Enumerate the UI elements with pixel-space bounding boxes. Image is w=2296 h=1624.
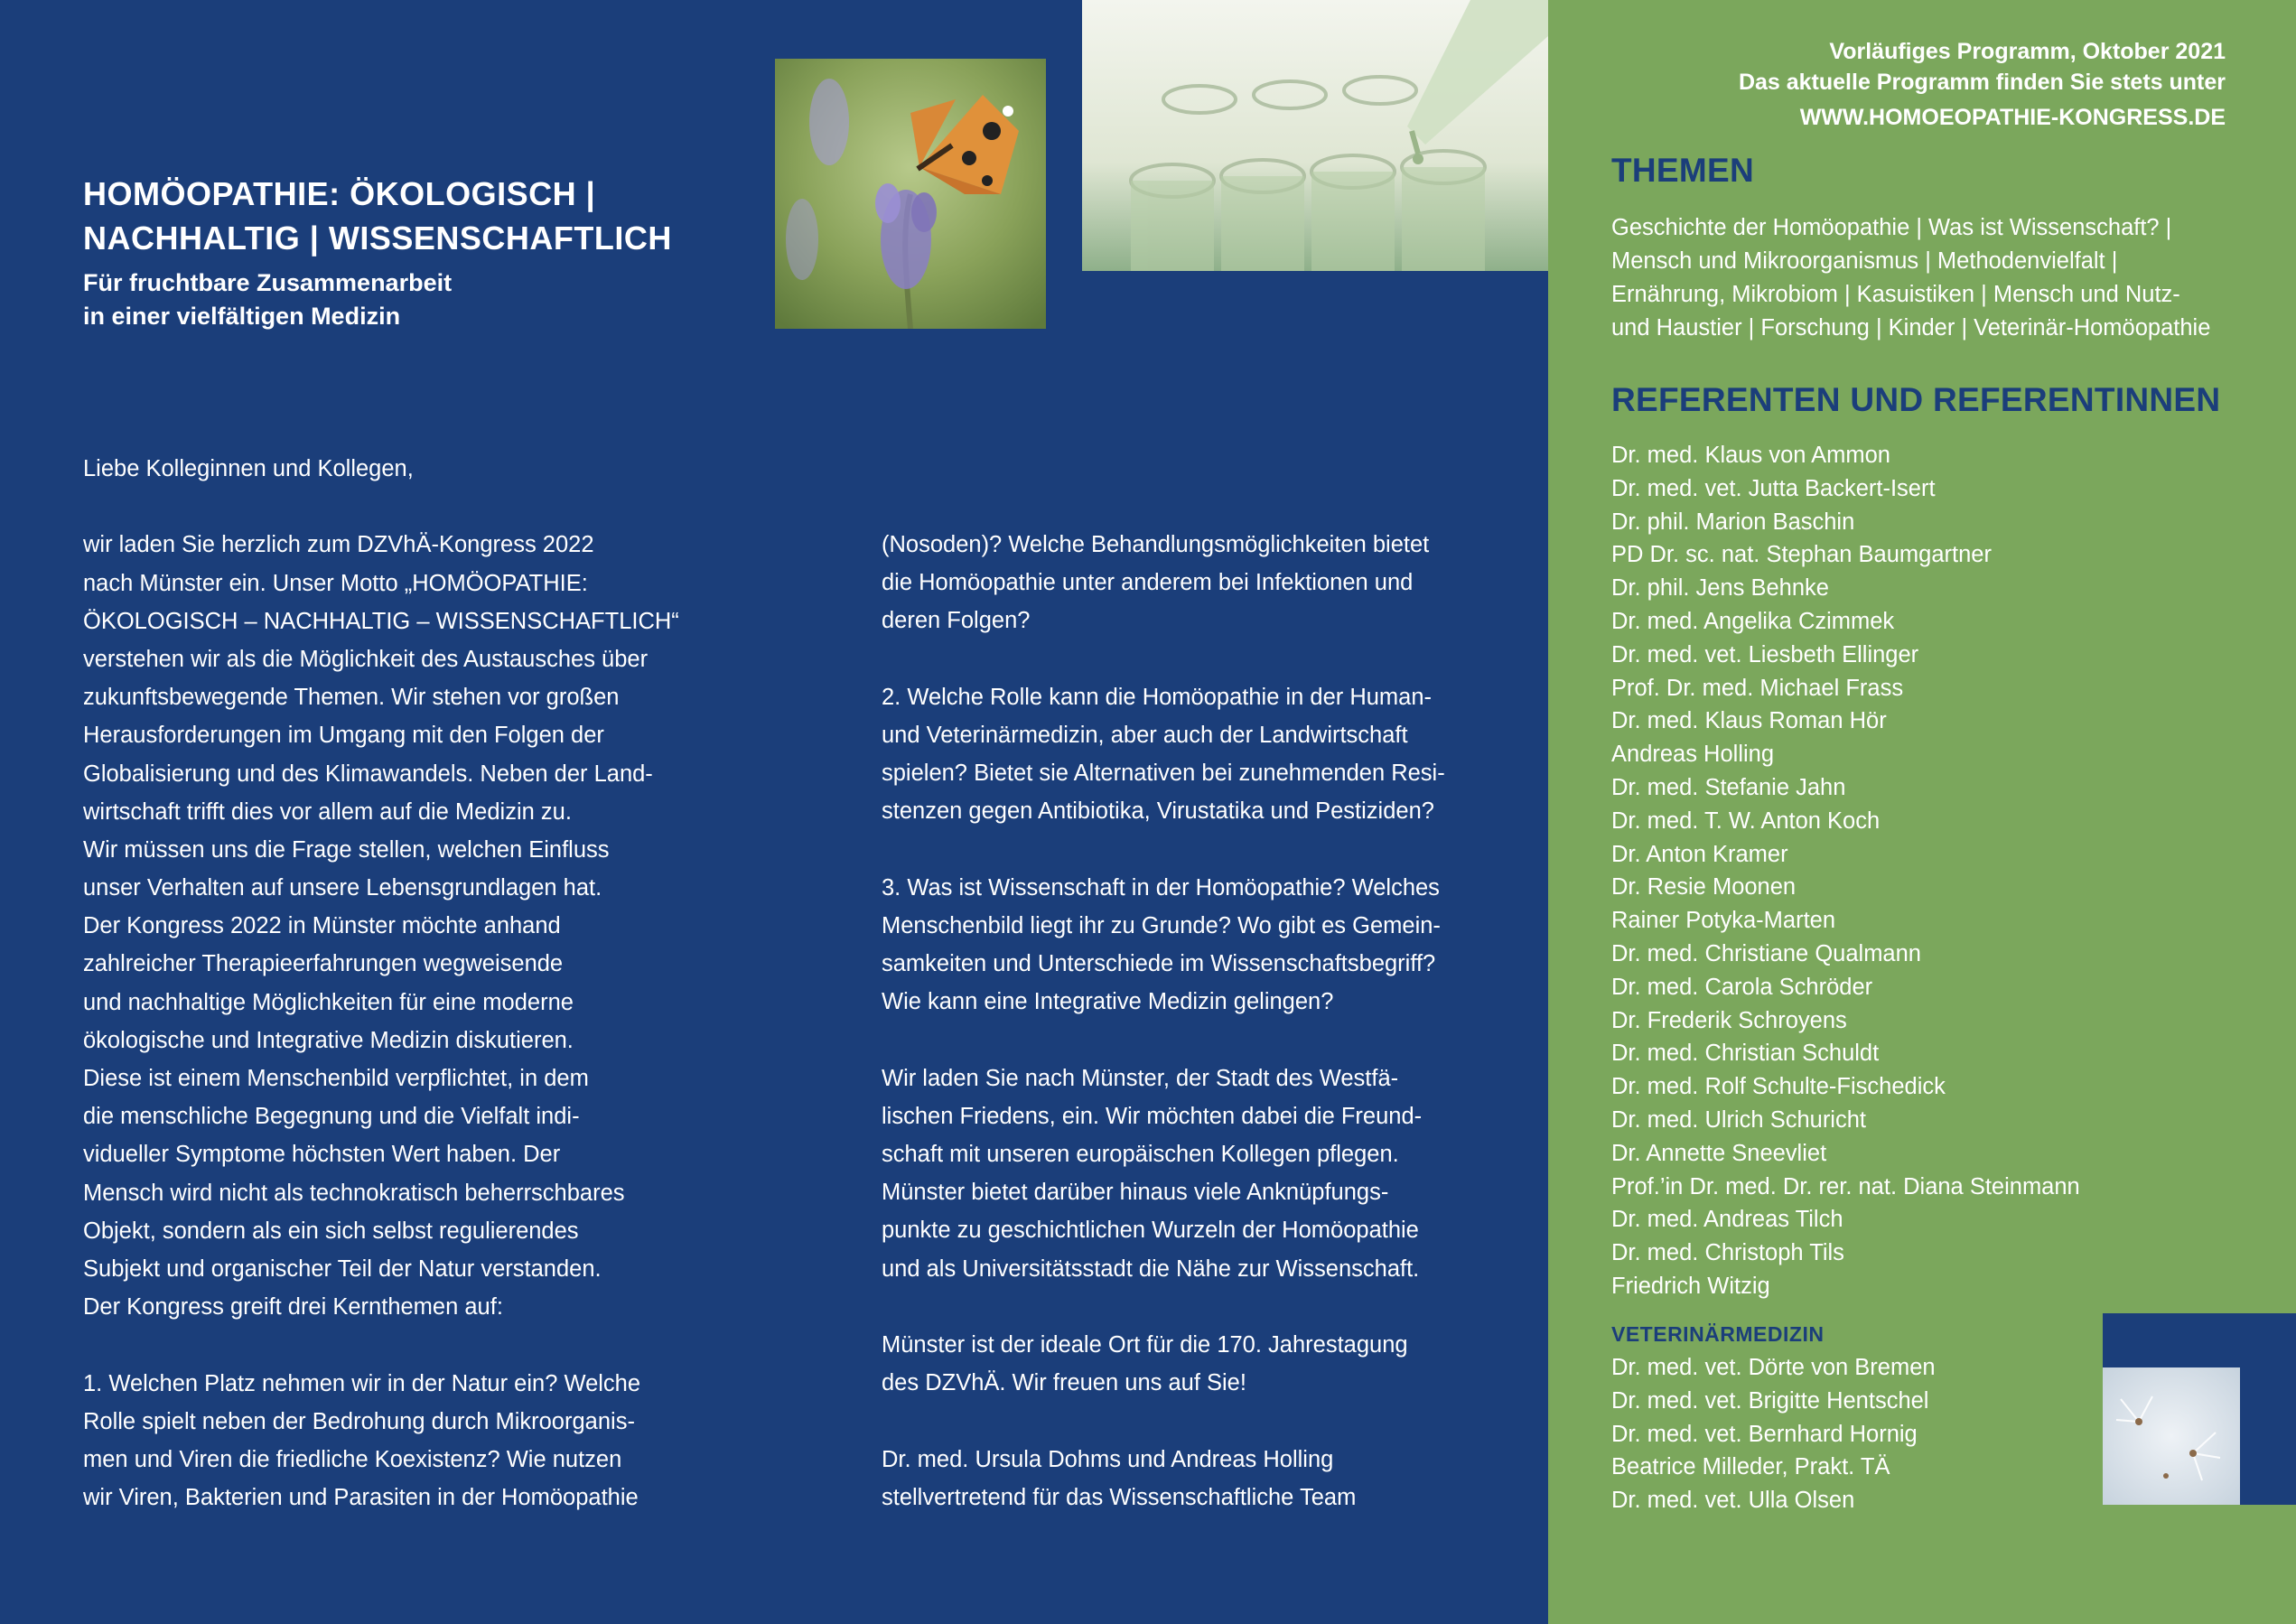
speaker-name: PD Dr. sc. nat. Stephan Baumgartner xyxy=(1611,542,1992,568)
letter-line: die menschliche Begegnung und die Vielfalt indi- xyxy=(83,1104,580,1130)
speaker-name: Dr. med. Christiane Qualmann xyxy=(1611,940,1921,966)
test-tubes-photo xyxy=(1082,0,1548,271)
themen-list xyxy=(1611,211,2210,345)
letter-line xyxy=(882,640,1445,678)
letter-line: Wie kann eine Integrative Medizin gelingen? xyxy=(882,989,1334,1015)
letter-line: des DZVhÄ. Wir freuen uns auf Sie! xyxy=(882,1370,1246,1396)
title-line: HOMÖOPATHIE: ÖKOLOGISCH | xyxy=(83,175,596,212)
butterfly-photo xyxy=(775,59,1046,329)
letter-line: lischen Friedens, ein. Wir möchten dabei die Freund- xyxy=(882,1103,1423,1129)
themen-line: und Haustier | Forschung | Kinder | Veterinär-Homöopathie xyxy=(1611,315,2211,341)
letter-line: wir Viren, Bakterien und Parasiten in der Homöopathie xyxy=(83,1485,639,1511)
subtitle-line: in einer vielfältigen Medizin xyxy=(83,303,401,330)
letter-line: schaft mit unseren europäischen Kollegen pflegen. xyxy=(882,1142,1399,1167)
themen-line: Geschichte der Homöopathie | Was ist Wissenschaft? | xyxy=(1611,215,2172,240)
letter-line: Diese ist einem Menschenbild verpflichtet, in dem xyxy=(83,1066,589,1091)
letter-line: Liebe Kolleginnen und Kollegen, xyxy=(83,456,414,481)
letter-line: 2. Welche Rolle kann die Homöopathie in der Human- xyxy=(882,684,1433,710)
speaker-name: Dr. phil. Jens Behnke xyxy=(1611,575,1829,602)
letter-line: Mensch wird nicht als technokratisch beherrschbares xyxy=(83,1180,625,1206)
letter-line: Der Kongress greift drei Kernthemen auf: xyxy=(83,1294,503,1321)
letter-line: vidueller Symptome höchsten Wert haben. Der xyxy=(83,1142,561,1168)
speaker-name: Dr. med. vet. Dörte von Bremen xyxy=(1611,1355,1936,1380)
speaker-name: Dr. Resie Moonen xyxy=(1611,874,1797,901)
letter-line: zukunftsbewegende Themen. Wir stehen vor großen xyxy=(83,685,620,711)
letter-line: (Nosoden)? Welche Behandlungsmöglichkeiten bietet xyxy=(882,532,1430,557)
letter-line xyxy=(882,1402,1445,1440)
letter-line: zahlreicher Therapieerfahrungen wegweisende xyxy=(83,951,564,977)
document-title xyxy=(83,172,715,260)
letter-line: nach Münster ein. Unser Motto „HOMÖOPATHIE: xyxy=(83,570,588,596)
letter-line: Subjekt und organischer Teil der Natur verstanden. xyxy=(83,1255,602,1282)
letter-line: deren Folgen? xyxy=(882,608,1031,634)
letter-line: Herausforderungen im Umgang mit den Folgen der xyxy=(83,723,604,749)
speaker-name: Dr. Anton Kramer xyxy=(1611,841,1788,867)
letter-column-2 xyxy=(882,526,1445,1517)
speaker-name: Dr. med. Stefanie Jahn xyxy=(1611,774,1846,800)
speaker-name: Dr. med. vet. Bernhard Hornig xyxy=(1611,1421,1918,1447)
speaker-name: Dr. med. vet. Brigitte Hentschel xyxy=(1611,1387,1929,1414)
speaker-name: Dr. med. vet. Liesbeth Ellinger xyxy=(1611,641,1919,667)
letter-column-1 xyxy=(83,450,679,1517)
speaker-name: Dr. med. Christoph Tils xyxy=(1611,1240,1844,1266)
letter-line xyxy=(882,831,1445,869)
themen-line: Ernährung, Mikrobiom | Kasuistiken | Mensch und Nutz- xyxy=(1611,282,2180,307)
letter-line: stellvertretend für das Wissenschaftliche Team xyxy=(882,1484,1357,1510)
letter-line: Münster bietet darüber hinaus viele Anknüpfungs- xyxy=(882,1180,1389,1206)
letter-line: ÖKOLOGISCH – NACHHALTIG – WISSENSCHAFTLICH“ xyxy=(83,608,679,634)
letter-line: wirtschaft trifft dies vor allem auf die Medizin zu. xyxy=(83,798,572,825)
title-line: NACHHALTIG | WISSENSCHAFTLICH xyxy=(83,219,672,257)
letter-line: Rolle spielt neben der Bedrohung durch Mikroorganis- xyxy=(83,1408,635,1434)
speaker-name: Beatrice Milleder, Prakt. TÄ xyxy=(1611,1454,1890,1480)
speaker-name: Dr. med. Angelika Czimmek xyxy=(1611,608,1895,634)
dandelion-photo xyxy=(2103,1367,2240,1505)
letter-line: men und Viren die friedliche Koexistenz? Wie nutzen xyxy=(83,1446,622,1472)
letter-line: Wir laden Sie nach Münster, der Stadt des Westfä- xyxy=(882,1065,1399,1091)
speaker-name: Andreas Holling xyxy=(1611,742,1775,768)
speaker-name: Dr. med. Christian Schuldt xyxy=(1611,1041,1880,1067)
letter-line: Wir müssen uns die Frage stellen, welchen Einfluss xyxy=(83,836,610,863)
letter-line: und Veterinärmedizin, aber auch der Landwirtschaft xyxy=(882,722,1408,748)
document-subtitle xyxy=(83,266,715,333)
letter-line: stenzen gegen Antibiotika, Virustatika und Pestiziden? xyxy=(882,798,1434,825)
letter-line: 3. Was ist Wissenschaft in der Homöopathie? Welches xyxy=(882,874,1440,901)
speaker-name: Dr. med. Klaus von Ammon xyxy=(1611,443,1890,468)
themen-heading: THEMEN xyxy=(1611,152,1755,189)
speaker-name: Dr. med. Andreas Tilch xyxy=(1611,1207,1843,1233)
speaker-name: Dr. med. vet. Jutta Backert-Isert xyxy=(1611,475,1936,501)
speaker-name: Dr. Frederik Schroyens xyxy=(1611,1007,1847,1033)
letter-line: und nachhaltige Möglichkeiten für eine moderne xyxy=(83,989,574,1015)
letter-line: Dr. med. Ursula Dohms und Andreas Holling xyxy=(882,1446,1334,1472)
speaker-name: Dr. med. Klaus Roman Hör xyxy=(1611,708,1887,734)
speaker-name: Dr. med. Carola Schröder xyxy=(1611,974,1873,1000)
speaker-name: Dr. med. vet. Ulla Olsen xyxy=(1611,1488,1855,1514)
speaker-name: Dr. phil. Marion Baschin xyxy=(1611,509,1855,535)
letter-line: unser Verhalten auf unsere Lebensgrundlagen hat. xyxy=(83,875,602,901)
speaker-name: Prof. Dr. med. Michael Frass xyxy=(1611,675,1904,701)
veterinaer-heading: VETERINÄRMEDIZIN xyxy=(1611,1322,1825,1346)
speaker-name: Rainer Potyka-Marten xyxy=(1611,908,1836,934)
letter-line: Objekt, sondern als ein sich selbst regulierendes xyxy=(83,1218,579,1244)
letter-line: Der Kongress 2022 in Münster möchte anhand xyxy=(83,913,561,939)
letter-line: 1. Welchen Platz nehmen wir in der Natur ein? Welche xyxy=(83,1370,641,1396)
letter-line: Menschenbild liegt ihr zu Grunde? Wo gibt es Gemein- xyxy=(882,912,1441,938)
program-note xyxy=(1739,36,2226,133)
program-note-line: Das aktuelle Programm finden Sie stets unter xyxy=(1738,70,2226,95)
letter-line: die Homöopathie unter anderem bei Infektionen und xyxy=(882,570,1414,596)
letter-line: wir laden Sie herzlich zum DZVhÄ-Kongress 2022 xyxy=(83,532,594,558)
letter-line xyxy=(83,1326,679,1364)
speaker-name: Friedrich Witzig xyxy=(1611,1273,1770,1299)
speaker-name: Dr. Annette Sneevliet xyxy=(1611,1140,1827,1166)
letter-line xyxy=(83,488,679,526)
themen-line: Mensch und Mikroorganismus | Methodenvielfalt | xyxy=(1611,248,2118,274)
speaker-list xyxy=(1611,439,2080,1303)
program-note-line: Vorläufiges Programm, Oktober 2021 xyxy=(1829,39,2226,64)
speaker-name: Prof.’in Dr. med. Dr. rer. nat. Diana Steinmann xyxy=(1611,1173,2080,1199)
letter-line: punkte zu geschichtlichen Wurzeln der Homöopathie xyxy=(882,1218,1419,1244)
letter-line: Münster ist der ideale Ort für die 170. Jahrestagung xyxy=(882,1331,1408,1358)
letter-line xyxy=(882,1288,1445,1326)
letter-line: samkeiten und Unterschiede im Wissenschaftsbegriff? xyxy=(882,951,1436,977)
veterinaer-speaker-list xyxy=(1611,1351,1936,1517)
referenten-heading: REFERENTEN UND REFERENTINNEN xyxy=(1611,381,2221,418)
website-link[interactable]: WWW.HOMOEOPATHIE-KONGRESS.DE xyxy=(1799,105,2226,130)
speaker-name: Dr. med. Ulrich Schuricht xyxy=(1611,1106,1866,1133)
letter-line: und als Universitätsstadt die Nähe zur Wissenschaft. xyxy=(882,1255,1420,1282)
subtitle-line: Für fruchtbare Zusammenarbeit xyxy=(83,269,453,296)
speaker-name: Dr. med. T. W. Anton Koch xyxy=(1611,807,1881,834)
letter-line: spielen? Bietet sie Alternativen bei zunehmenden Resi- xyxy=(882,761,1445,787)
letter-line xyxy=(882,1021,1445,1059)
letter-line: verstehen wir als die Möglichkeit des Austausches über xyxy=(83,646,649,672)
speaker-name: Dr. med. Rolf Schulte-Fischedick xyxy=(1611,1074,1946,1100)
letter-line: ökologische und Integrative Medizin diskutieren. xyxy=(83,1027,574,1053)
letter-line: Globalisierung und des Klimawandels. Neben der Land- xyxy=(83,761,653,787)
